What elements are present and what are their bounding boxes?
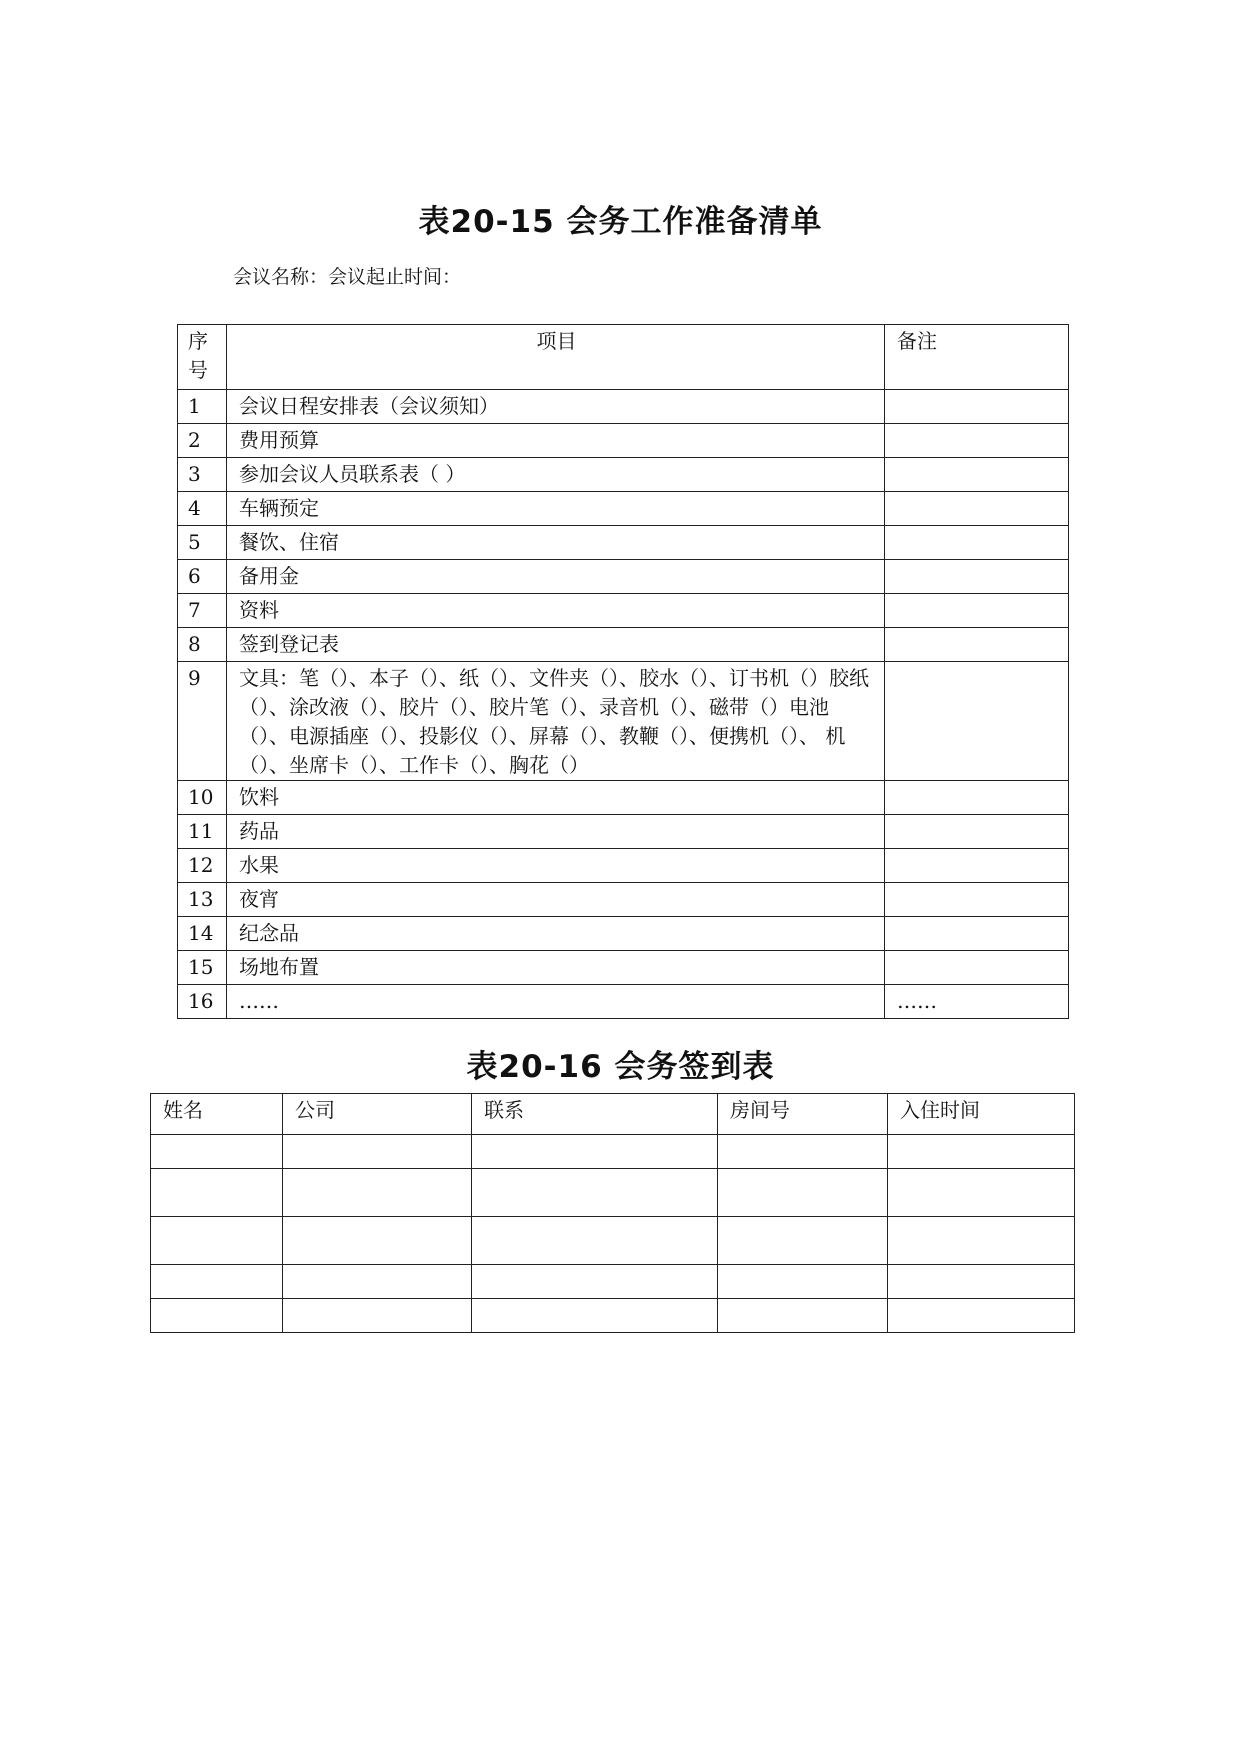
row-num: 15	[178, 951, 227, 985]
checklist-row	[178, 492, 1069, 526]
row-remark	[885, 628, 1069, 662]
row-num: 1	[178, 390, 227, 424]
signin-cell[interactable]	[151, 1169, 283, 1217]
row-item: 费用预算	[227, 424, 885, 458]
signin-cell[interactable]	[283, 1169, 472, 1217]
header-remark: 备注	[885, 325, 1069, 390]
row-num: 11	[178, 815, 227, 849]
row-num: 12	[178, 849, 227, 883]
row-remark	[885, 662, 1069, 781]
signin-cell[interactable]	[151, 1299, 283, 1333]
signin-cell[interactable]	[718, 1265, 888, 1299]
row-remark	[885, 390, 1069, 424]
row-num: 14	[178, 917, 227, 951]
row-num: 6	[178, 560, 227, 594]
signin-header-row	[151, 1094, 1075, 1135]
row-item: 备用金	[227, 560, 885, 594]
row-item: 参加会议人员联系表（ ）	[227, 458, 885, 492]
row-remark	[885, 849, 1069, 883]
signin-row	[151, 1265, 1075, 1299]
row-item: 药品	[227, 815, 885, 849]
signin-cell[interactable]	[888, 1265, 1075, 1299]
signin-cell[interactable]	[283, 1135, 472, 1169]
checklist-row	[178, 526, 1069, 560]
signin-cell[interactable]	[718, 1135, 888, 1169]
row-num: 13	[178, 883, 227, 917]
row-item: 车辆预定	[227, 492, 885, 526]
signin-cell[interactable]	[283, 1299, 472, 1333]
row-item: 签到登记表	[227, 628, 885, 662]
checklist-row	[178, 390, 1069, 424]
row-item: 会议日程安排表（会议须知）	[227, 390, 885, 424]
row-remark	[885, 883, 1069, 917]
signin-cell[interactable]	[888, 1169, 1075, 1217]
checklist-body	[178, 390, 1069, 1019]
checklist-header-row	[178, 325, 1069, 390]
row-num: 8	[178, 628, 227, 662]
row-item: 场地布置	[227, 951, 885, 985]
signin-cell[interactable]	[718, 1217, 888, 1265]
row-num: 10	[178, 781, 227, 815]
checklist-table	[177, 324, 1069, 1019]
signin-header-cell: 房间号	[718, 1094, 888, 1135]
signin-cell[interactable]	[718, 1299, 888, 1333]
checklist-row	[178, 560, 1069, 594]
checklist-row	[178, 849, 1069, 883]
row-remark	[885, 492, 1069, 526]
signin-row	[151, 1299, 1075, 1333]
signin-row	[151, 1169, 1075, 1217]
row-num: 3	[178, 458, 227, 492]
checklist-row	[178, 594, 1069, 628]
signin-cell[interactable]	[472, 1265, 718, 1299]
checklist-row	[178, 951, 1069, 985]
signin-cell[interactable]	[151, 1265, 283, 1299]
checklist-row	[178, 458, 1069, 492]
row-item: 文具：笔（）、本子（）、纸（）、文件夹（）、胶水（）、订书机（）胶纸（）、涂改液（）、胶片（）、胶片笔（）、录音机（）、磁带（）电池（）、电源插座（）、投影仪（）、屏幕（）、教鞭（）、便携机（）、 机（）、坐席卡（）、工作卡（）、胸花（）	[227, 662, 885, 781]
signin-cell[interactable]	[888, 1299, 1075, 1333]
signin-table	[150, 1093, 1075, 1333]
checklist-row	[178, 883, 1069, 917]
signin-cell[interactable]	[888, 1135, 1075, 1169]
checklist-row	[178, 781, 1069, 815]
signin-cell[interactable]	[472, 1135, 718, 1169]
row-item: 饮料	[227, 781, 885, 815]
row-num: 16	[178, 985, 227, 1019]
signin-cell[interactable]	[472, 1169, 718, 1217]
checklist-title: 表20-15 会务工作准备清单	[418, 204, 823, 240]
row-remark	[885, 458, 1069, 492]
row-item: 夜宵	[227, 883, 885, 917]
row-num: 9	[178, 662, 227, 781]
row-item: 资料	[227, 594, 885, 628]
checklist-row	[178, 628, 1069, 662]
row-remark	[885, 560, 1069, 594]
row-remark	[885, 594, 1069, 628]
signin-row	[151, 1135, 1075, 1169]
signin-header-cell: 姓名	[151, 1094, 283, 1135]
row-item: 餐饮、住宿	[227, 526, 885, 560]
checklist-row	[178, 985, 1069, 1019]
signin-body	[151, 1135, 1075, 1333]
checklist-row	[178, 424, 1069, 458]
row-num: 2	[178, 424, 227, 458]
row-remark	[885, 815, 1069, 849]
row-num: 4	[178, 492, 227, 526]
row-remark	[885, 526, 1069, 560]
signin-row	[151, 1217, 1075, 1265]
row-remark	[885, 951, 1069, 985]
checklist-row	[178, 662, 1069, 781]
row-item: 水果	[227, 849, 885, 883]
row-num: 7	[178, 594, 227, 628]
signin-cell[interactable]	[718, 1169, 888, 1217]
signin-header-cell: 公司	[283, 1094, 472, 1135]
signin-title: 表20-16 会务签到表	[466, 1049, 775, 1085]
signin-cell[interactable]	[472, 1299, 718, 1333]
signin-header-cell: 联系	[472, 1094, 718, 1135]
signin-cell[interactable]	[472, 1217, 718, 1265]
row-item: 纪念品	[227, 917, 885, 951]
header-item: 项目	[227, 325, 885, 390]
signin-header-cell: 入住时间	[888, 1094, 1075, 1135]
row-remark: ……	[885, 985, 1069, 1019]
signin-cell[interactable]	[151, 1135, 283, 1169]
checklist-row	[178, 815, 1069, 849]
signin-cell[interactable]	[283, 1217, 472, 1265]
row-remark	[885, 917, 1069, 951]
signin-cell[interactable]	[888, 1217, 1075, 1265]
meeting-info: 会议名称：会议起止时间：	[233, 266, 462, 288]
signin-cell[interactable]	[283, 1265, 472, 1299]
header-num: 序号	[178, 325, 227, 390]
signin-cell[interactable]	[151, 1217, 283, 1265]
checklist-row	[178, 917, 1069, 951]
row-remark	[885, 424, 1069, 458]
row-item: ……	[227, 985, 885, 1019]
row-remark	[885, 781, 1069, 815]
row-num: 5	[178, 526, 227, 560]
